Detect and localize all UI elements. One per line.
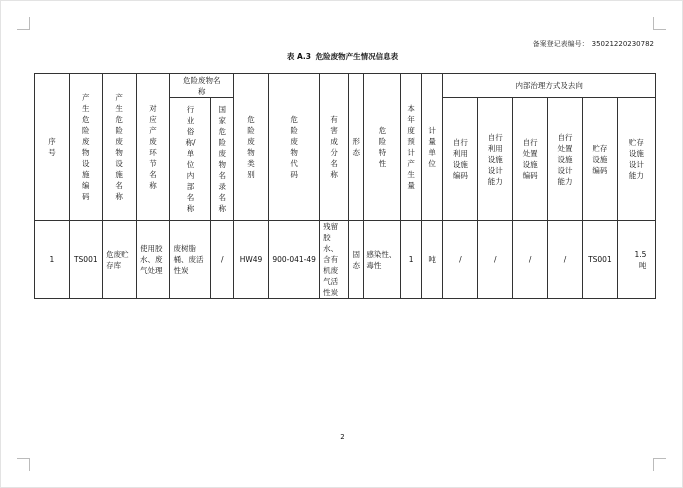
col-header-facility-code: 产生危险废物设施编码 [69,74,102,221]
cell-facility-code: TS001 [69,221,102,299]
col-header-hazard-property: 危险特性 [364,74,401,221]
cell-storage-code: TS001 [582,221,617,299]
col-header-facility-name: 产生危险废物设施名称 [102,74,136,221]
cell-process-step: 使用胶水、废气处理 [136,221,170,299]
col-header-industry-name: 行业俗称/单位内部名称 [170,98,211,221]
cell-self-util-code: / [443,221,478,299]
cell-national-list-name: / [211,221,234,299]
table-number: 表 A.3 [286,52,311,61]
hazardous-waste-table [34,73,656,299]
record-label: 备案登记表编号： [532,40,589,48]
col-header-self-util-code: 自行利用设施编码 [443,98,478,221]
col-header-annual-amount: 本年度预计产生量 [401,74,422,221]
crop-mark [17,458,30,471]
crop-mark [653,458,666,471]
col-header-form: 形态 [349,74,364,221]
cell-hazard-property: 感染性、毒性 [364,221,401,299]
crop-mark [17,17,30,30]
cell-industry-name: 废树脂桶、废活性炭 [170,221,211,299]
col-header-category: 危险废物类别 [234,74,269,221]
col-header-internal-group: 内部治理方式及去向 [443,74,656,98]
col-header-storage-code: 贮存设施编码 [582,98,617,221]
col-header-hazardous-components: 有害成分名称 [320,74,349,221]
cell-storage-capacity: 1.5 吨 [617,221,655,299]
col-header-waste-name-group: 危险废物名称 [170,74,234,98]
col-header-storage-capacity: 贮存设施设计能力 [617,98,655,221]
cell-category: HW49 [234,221,269,299]
cell-facility-name: 危废贮存库 [102,221,136,299]
cell-seq: 1 [35,221,70,299]
cell-code: 900-041-49 [268,221,319,299]
col-header-national-list-name: 国家危险废物名录名称 [211,98,234,221]
table-caption [1,51,683,62]
cell-self-disp-code: / [513,221,548,299]
cell-unit: 吨 [421,221,443,299]
page-number: 2 [340,433,345,441]
cell-self-disp-capacity: / [548,221,583,299]
col-header-code: 危险废物代码 [268,74,319,221]
crop-mark [653,17,666,30]
col-header-self-disp-capacity: 自行处置设施设计能力 [548,98,583,221]
col-header-self-disp-code: 自行处置设施编码 [513,98,548,221]
record-value: 35021220230782 [591,40,654,48]
table-title: 危险废物产生情况信息表 [315,52,399,61]
col-header-process-step: 对应产废环节名称 [136,74,170,221]
header-row-1 [35,74,656,98]
cell-self-util-capacity: / [478,221,513,299]
cell-annual-amount: 1 [401,221,422,299]
table-row [35,221,656,299]
col-header-seq: 序号 [35,74,70,221]
col-header-self-util-capacity: 自行利用设施设计能力 [478,98,513,221]
record-number [530,39,654,49]
cell-form: 固态 [349,221,364,299]
cell-hazardous-components: 残留胶水、含有机废气活性炭 [320,221,349,299]
col-header-unit: 计量单位 [421,74,443,221]
